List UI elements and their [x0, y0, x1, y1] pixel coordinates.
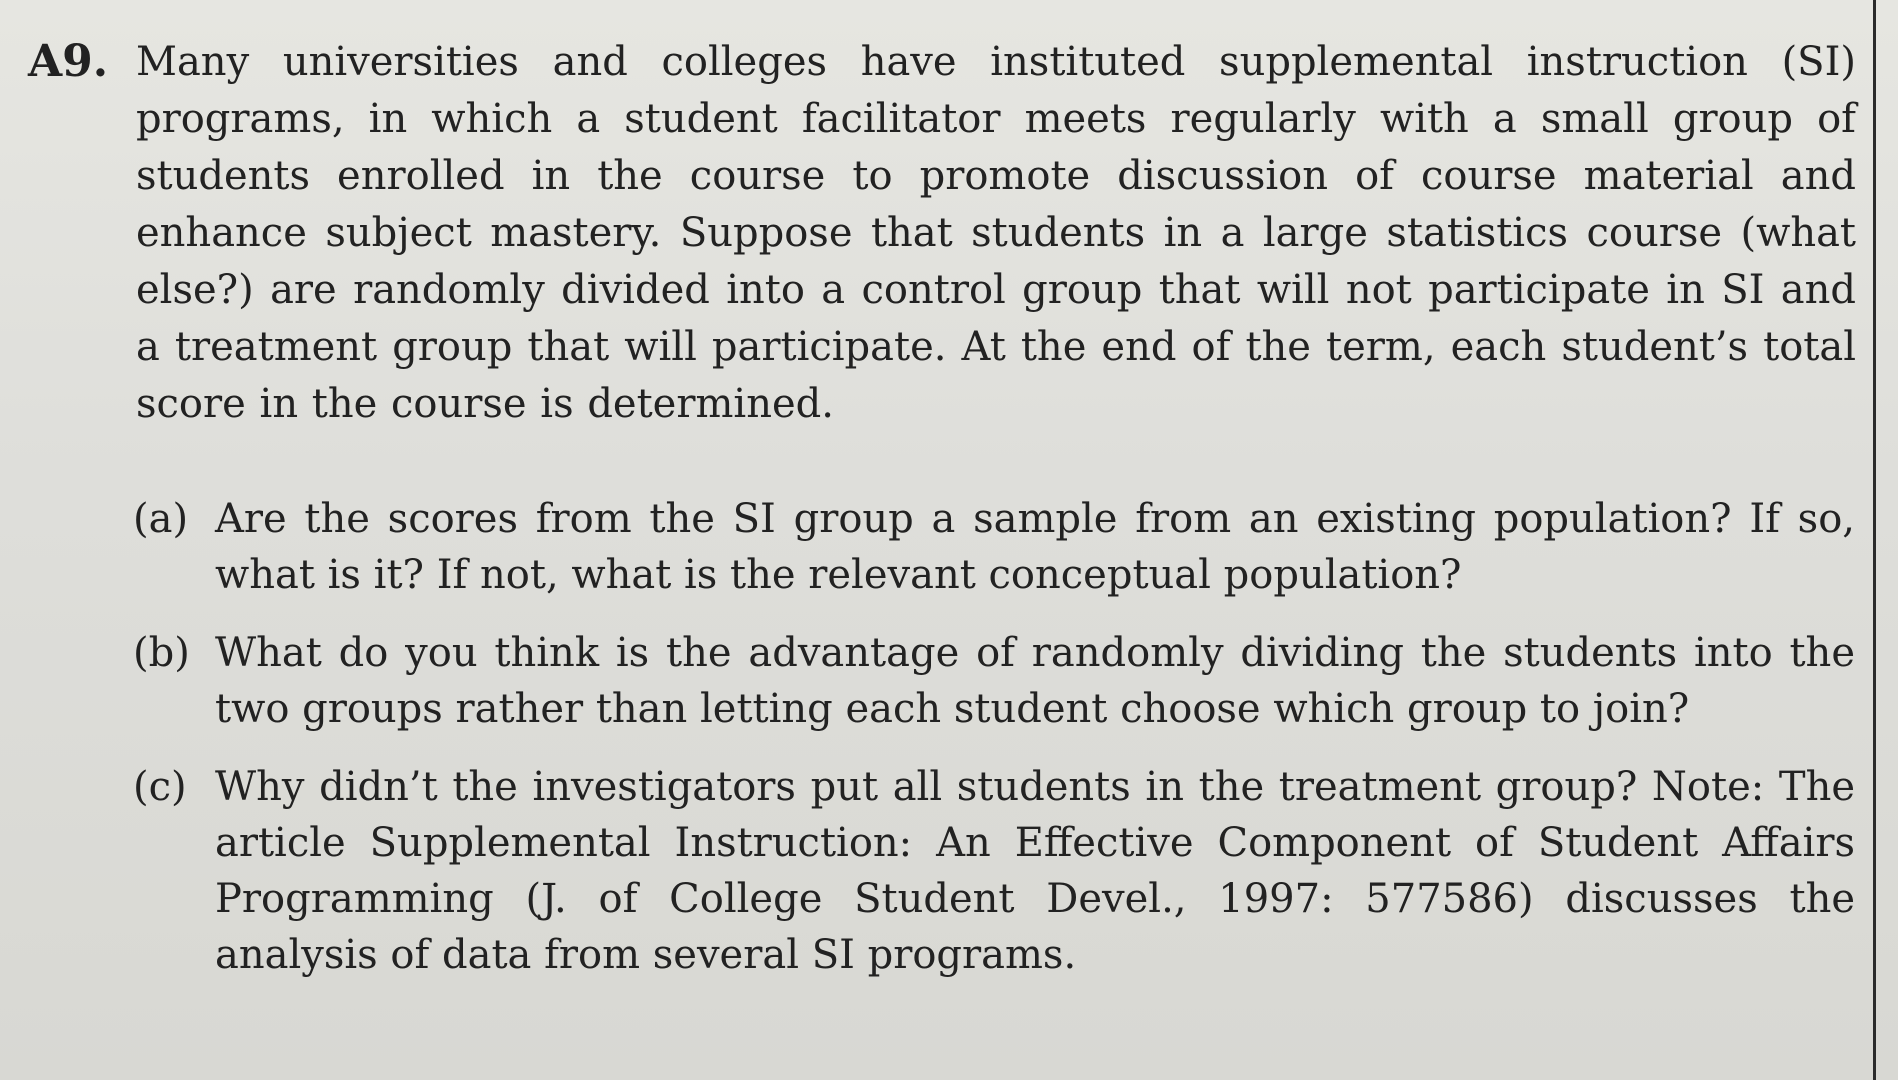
part-text: What do you think is the advantage of randomly dividing the students into the two groups rather than letting each student choose which group to join?	[215, 630, 1855, 732]
page-edge-line	[1873, 0, 1876, 1080]
problem-statement	[28, 34, 1858, 433]
part-label: (c)	[133, 764, 187, 810]
problem-text: Many universities and colleges have instituted supplemental instruction (SI) programs, in which a student facilitator meets regularly with a small group of students enrolled in the course to promote discussion of course material and enhance subject mastery. Suppose that students in a large statistics course (what else?) are randomly divided into a control group that will not participate in SI and a treatment group that will participate. At the end of the term, each student’s total score in the course is determined.	[136, 39, 1856, 427]
problem-parts	[133, 491, 1858, 983]
part-label: (b)	[133, 630, 190, 676]
part-text: Are the scores from the SI group a sample from an existing population? If so, what is it? If not, what is the relevant conceptual population?	[215, 496, 1855, 598]
part-label: (a)	[133, 496, 189, 542]
part-c	[133, 759, 1858, 983]
problem-a9	[28, 34, 1858, 1005]
part-b	[133, 625, 1858, 737]
part-text: Why didn’t the investigators put all students in the treatment group? Note: The article Supplemental Instruction: An Effective Component of Student Affairs Programming (J. of College Student Devel., 1997: 577586) discusses the analysis of data from several SI programs.	[215, 764, 1855, 978]
problem-number: A9.	[28, 36, 109, 87]
part-a	[133, 491, 1858, 603]
